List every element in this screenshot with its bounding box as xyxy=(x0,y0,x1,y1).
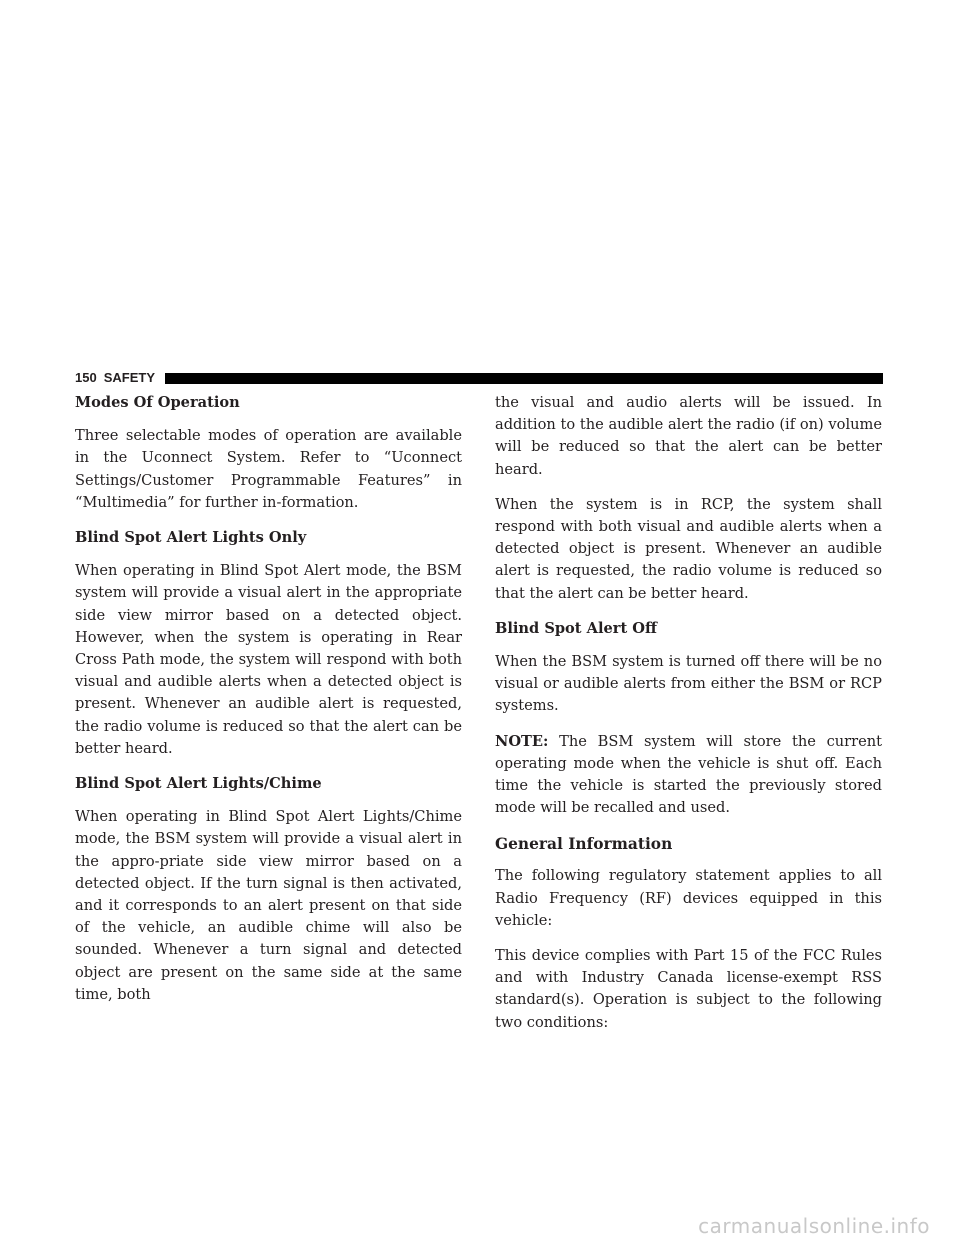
rcp-paragraph: When the system is in RCP, the system shall respond with both visual and audible alerts when a detected object is present. Whenever an audible alert is requested, the radio volume is reduced so that the alert can be better heard. xyxy=(495,495,882,602)
note-paragraph xyxy=(495,731,882,820)
lights-chime-paragraph: When operating in Blind Spot Alert Lights/Chime mode, the BSM system will provide a visual alert in the appro-priate side view mirror based on a detected object. If the turn signal is then activated, and it corresponds to an alert present on that side of the vehicle, an audible chime will also be sounded. Whenever a turn signal and detected object are present on the same side at the same time, both xyxy=(75,808,462,1003)
modes-heading: Modes Of Operation xyxy=(75,394,240,411)
header-rule xyxy=(165,373,883,384)
page-header xyxy=(75,370,883,386)
lights-only-paragraph: When operating in Blind Spot Alert mode, the BSM system will provide a visual alert in the appropriate side view mirror based on a detected object. However, when the system is operating in Rear Cross Path mode, the system will respond with both visual and audible alerts when a detected object is present. Whenever an audible alert is requested, the radio volume is reduced so that the alert can be better heard. xyxy=(75,562,462,757)
section-name: SAFETY xyxy=(103,370,155,385)
alert-off-paragraph: When the BSM system is turned off there will be no visual or audible alerts from either the BSM or RCP systems. xyxy=(495,653,882,715)
alert-off-heading: Blind Spot Alert Off xyxy=(495,619,657,637)
fcc-paragraph: This device complies with Part 15 of the FCC Rules and with Industry Canada license-exempt RSS standard(s). Operation is subject to the following two conditions: xyxy=(495,947,882,1031)
note-text: The BSM system will store the current operating mode when the vehicle is shut off. Each time the vehicle is started the previously stored mode will be recalled and used. xyxy=(495,732,882,817)
general-info-heading: General Information xyxy=(495,835,673,854)
general-info-paragraph: The following regulatory statement applies to all Radio Frequency (RF) devices equipped in this vehicle: xyxy=(495,867,882,929)
page-number: 150 xyxy=(75,370,97,385)
watermark-logo[interactable]: carmanualsonline.info xyxy=(698,1214,930,1238)
right-column xyxy=(495,392,882,1047)
modes-paragraph: Three selectable modes of operation are available in the Uconnect System. Refer to “Uconnect Settings/Customer Programmable Features” in “Multimedia” for further in-formation. xyxy=(75,427,462,511)
left-column xyxy=(75,392,462,1019)
note-label: NOTE: xyxy=(495,732,549,750)
continued-paragraph: the visual and audio alerts will be issued. In addition to the audible alert the radio (if on) volume will be reduced so that the alert can be better heard. xyxy=(495,394,882,478)
lights-chime-heading: Blind Spot Alert Lights/Chime xyxy=(75,775,322,793)
lights-only-heading: Blind Spot Alert Lights Only xyxy=(75,529,307,547)
